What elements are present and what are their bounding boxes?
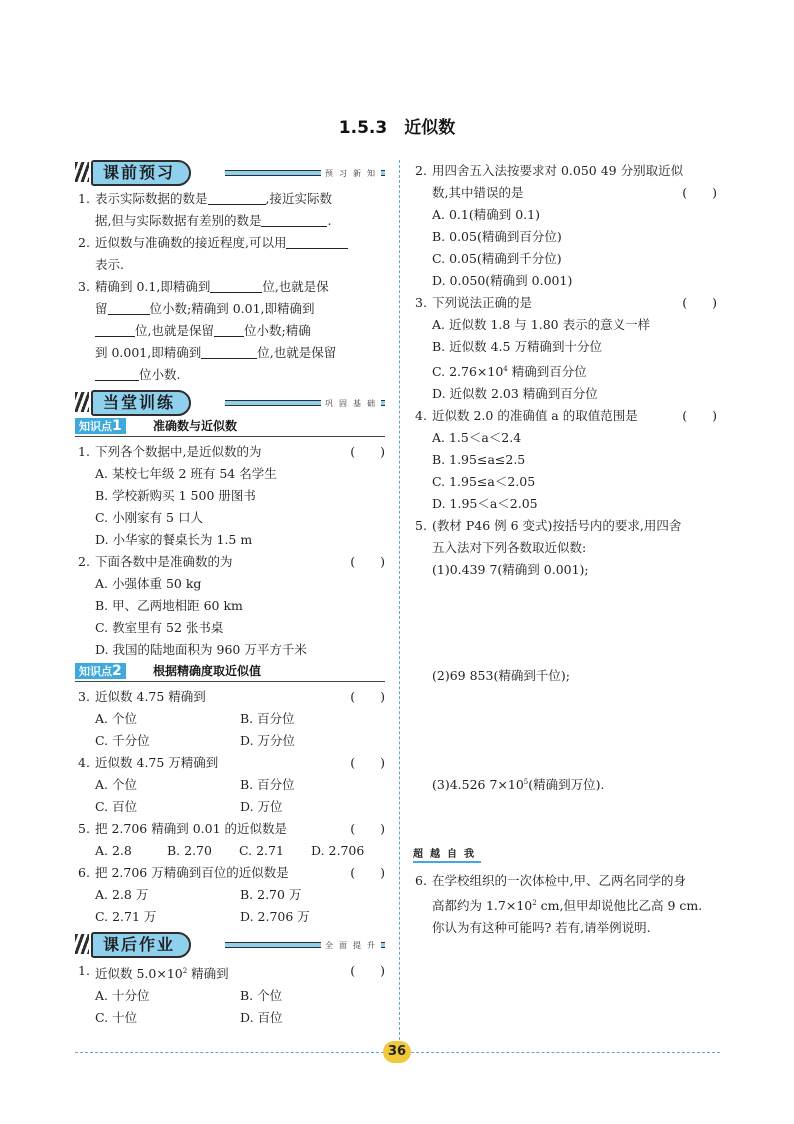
class-question-6: 6. 把 2.706 万精确到百位的近似数是 ( )	[75, 862, 385, 884]
page-number: 36	[383, 1041, 411, 1063]
homework-question-6: 6. 在学校组织的一次体检中,甲、乙两名同学的身 高都约为 $1.7\times 10^2$ cm,但甲却说他比乙高 9 cm. 你认为有这种可能吗? 若有,请举例说明.	[415, 873, 703, 936]
option: B. 近似数 4.5 万精确到十分位	[432, 339, 602, 354]
option: C. 千分位	[95, 733, 150, 748]
answer-blank[interactable]	[208, 190, 266, 205]
left-column: 课前预习 预习新知 1. 表示实际数据的数是 ,接近实际数 据,但与实际数据有差别的数是 . 2. 近似数与准确数的接近程度,可以用 表示. 3. 精确到 0.1,即精确到 位,也就是保 留 位小数;精确到 0.01,即精确到 位,也就是保留 位小数;精确 到 0.001,即精确到 位,也就是保留 位小数. 当堂训练 巩固基础 知识点1 准确数与近似数 1. 下列各个数据中,是近似数的为 ( ) A. 某校七年级 2 班有 54 名学生 B. 学校新购买 1 500 册图书 C. 小刚家有 5 口人 D. 小华家的餐桌长为 1.5 m 2. 下面各数中是准确数的为 ( ) A. 小强体重 50 kg B. 甲、乙两地相距 60 km C. 教室里有 52 张书桌 D. 我国的陆地面积为 960 万平方千米 知识点2 根据精确度取近似值 3. 近似数 4.75 精确到 ( ) A. 个位 B. 百分位 C. 千分位 D. 万分位 4. 近似数 4.75 万精确到 ( ) A. 个位 B. 百分位 C. 百位 D. 万位 5. 把 2.706 精确到 0.01 的近似数是 ( ) A. 2.8 B. 2.70 C. 2.71 D. 2.706 6. 把 2.706 万精确到百位的近似数是 ( ) A. 2.8 万 B. 2.70 万 C. 2.71 万 D. 2.706 万 课后作业 全面提升 1. 近似数 $5.0\times 10^2$ 精确到 ( ) A. 十分位 B. 个位 C. 十位 D. 百位	[75, 160, 385, 1029]
banner-subtitle: 预习新知	[321, 168, 381, 179]
option: C. $2.76\times 10^4$ 精确到百分位	[432, 364, 587, 380]
option: A. 个位	[95, 777, 137, 792]
beyond-self-label: 超越自我	[413, 845, 481, 863]
option: A. 小强体重 50 kg	[95, 576, 202, 591]
answer-blank[interactable]	[95, 366, 139, 381]
class-question-4: 4. 近似数 4.75 万精确到 ( )	[75, 752, 385, 774]
option: D. 万位	[240, 799, 283, 814]
option: A. 2.8	[95, 843, 132, 858]
banner-label: 当堂训练	[91, 390, 191, 416]
option: A. 十分位	[95, 988, 150, 1004]
option: C. 小刚家有 5 口人	[95, 510, 203, 525]
answer-blank[interactable]	[210, 278, 262, 293]
option: C. 2.71 万	[95, 909, 157, 924]
answer-space[interactable]	[412, 581, 717, 665]
answer-bracket[interactable]: ( )	[350, 865, 385, 880]
answer-bracket[interactable]: ( )	[682, 185, 717, 200]
sub-question-2: (2)69 853(精确到千位);	[432, 668, 570, 684]
page-title: 1.5.3 近似数	[338, 118, 456, 138]
option: B. 个位	[240, 988, 283, 1004]
class-question-1: 1. 下列各个数据中,是近似数的为 ( )	[75, 441, 385, 463]
sub-question-1: (1)0.439 7(精确到 0.001);	[432, 562, 589, 578]
answer-blank[interactable]	[95, 322, 135, 337]
banner-stripes-icon	[75, 162, 89, 182]
option: D. 2.706	[311, 843, 365, 858]
answer-bracket[interactable]: ( )	[350, 821, 385, 836]
banner-pre-study	[75, 160, 385, 184]
pre-question-2: 2. 近似数与准确数的接近程度,可以用	[75, 232, 385, 254]
answer-blank[interactable]	[261, 212, 327, 227]
option: C. 2.71	[239, 843, 284, 858]
knowledge-point-2: 知识点2 根据精确度取近似值	[75, 663, 385, 682]
option: B. 甲、乙两地相距 60 km	[95, 598, 243, 613]
option: D. 1.95＜a＜2.05	[432, 496, 538, 512]
right-column: 2. 用四舍五入法按要求对 0.050 49 分别取近似 数,其中错误的是 ( ) A. 0.1(精确到 0.1) B. 0.05(精确到百分位) C. 0.05(精确到千分位) D. 0.050(精确到 0.001) 3. 下列说法正确的是 ( ) A. 近似数 1.8 与 1.80 表示的意义一样 B. 近似数 4.5 万精确到十分位 C. $2.76\times 10^4$ 精确到百分位 D. 近似数 2.03 精确到百分位 4. 近似数 2.0 的准确值 a 的取值范围是 ( ) A. 1.5＜a＜2.4 B. 1.95≤a≤2.5 C. 1.95≤a＜2.05 D. 1.95＜a＜2.05 5. (教材 P46 例 6 变式)按括号内的要求,用四舍 五入法对下列各数取近似数: (1)0.439 7(精确到 0.001); (2)69 853(精确到千位); (3)4.526 $7\times 10^5$(精确到万位).	[412, 160, 717, 796]
option: D. 2.706 万	[240, 909, 310, 924]
option: C. 0.05(精确到千分位)	[432, 251, 562, 266]
answer-blank[interactable]	[214, 322, 244, 337]
option: C. 十位	[95, 1010, 138, 1026]
answer-space[interactable]	[412, 687, 717, 771]
sub-question-3: (3)4.526 $7\times 10^5$(精确到万位).	[432, 777, 605, 793]
banner-class-training	[75, 390, 385, 414]
option: B. 1.95≤a≤2.5	[432, 452, 526, 468]
knowledge-point-1: 知识点1 准确数与近似数	[75, 418, 385, 437]
homework-question-1: 1. 近似数 $5.0\times 10^2$ 精确到 ( )	[75, 960, 385, 985]
banner-stripes-icon	[75, 934, 89, 954]
option: A. 个位	[95, 711, 137, 726]
homework-question-2: 2. 用四舍五入法按要求对 0.050 49 分别取近似	[415, 163, 684, 178]
option: D. 万分位	[240, 733, 296, 748]
answer-blank[interactable]	[286, 234, 348, 249]
option: D. 小华家的餐桌长为 1.5 m	[95, 532, 253, 547]
option: D. 近似数 2.03 精确到百分位	[432, 386, 598, 402]
pre-question-3: 3. 精确到 0.1,即精确到 位,也就是保	[78, 279, 329, 294]
option: D. 百位	[240, 1010, 283, 1026]
option: A. 2.8 万	[95, 887, 149, 902]
class-question-3: 3. 近似数 4.75 精确到 ( )	[75, 686, 385, 708]
banner-subtitle: 巩固基础	[321, 398, 381, 409]
answer-bracket[interactable]: ( )	[350, 554, 385, 569]
answer-blank[interactable]	[201, 344, 257, 359]
option: A. 1.5＜a＜2.4	[432, 430, 522, 446]
banner-subtitle: 全面提升	[321, 940, 381, 951]
banner-stripes-icon	[75, 392, 89, 412]
option: D. 我国的陆地面积为 960 万平方千米	[95, 642, 307, 657]
option: A. 0.1(精确到 0.1)	[432, 207, 540, 222]
answer-bracket[interactable]: ( )	[350, 444, 385, 459]
option: D. 0.050(精确到 0.001)	[432, 273, 573, 288]
option: B. 2.70	[167, 843, 212, 858]
homework-question-5: 5. (教材 P46 例 6 变式)按括号内的要求,用四舍	[415, 518, 682, 534]
banner-label: 课后作业	[91, 932, 191, 958]
banner-label: 课前预习	[91, 160, 191, 186]
option: A. 某校七年级 2 班有 54 名学生	[95, 466, 277, 481]
option: C. 教室里有 52 张书桌	[95, 620, 224, 635]
homework-question-4: 4. 近似数 2.0 的准确值 a 的取值范围是 ( )	[412, 405, 717, 427]
answer-bracket[interactable]: ( )	[350, 755, 385, 770]
option: C. 1.95≤a＜2.05	[432, 474, 536, 490]
answer-blank[interactable]	[108, 300, 150, 315]
banner-homework	[75, 932, 385, 956]
answer-bracket[interactable]: ( )	[682, 408, 717, 424]
option: C. 百位	[95, 799, 138, 814]
pre-question-1: 1. 表示实际数据的数是 ,接近实际数	[78, 191, 332, 206]
option: B. 0.05(精确到百分位)	[432, 229, 562, 244]
column-divider	[399, 160, 400, 1040]
option: B. 百分位	[240, 711, 295, 726]
class-question-5: 5. 把 2.706 精确到 0.01 的近似数是 ( )	[75, 818, 385, 840]
answer-bracket[interactable]: ( )	[350, 963, 385, 978]
option: B. 2.70 万	[240, 887, 302, 902]
answer-bracket[interactable]: ( )	[682, 295, 717, 310]
answer-bracket[interactable]: ( )	[350, 689, 385, 704]
option: B. 百分位	[240, 777, 295, 792]
homework-question-3: 3. 下列说法正确的是 ( )	[412, 292, 717, 314]
class-question-2: 2. 下面各数中是准确数的为 ( )	[75, 551, 385, 573]
option: A. 近似数 1.8 与 1.80 表示的意义一样	[432, 317, 651, 332]
option: B. 学校新购买 1 500 册图书	[95, 488, 256, 503]
